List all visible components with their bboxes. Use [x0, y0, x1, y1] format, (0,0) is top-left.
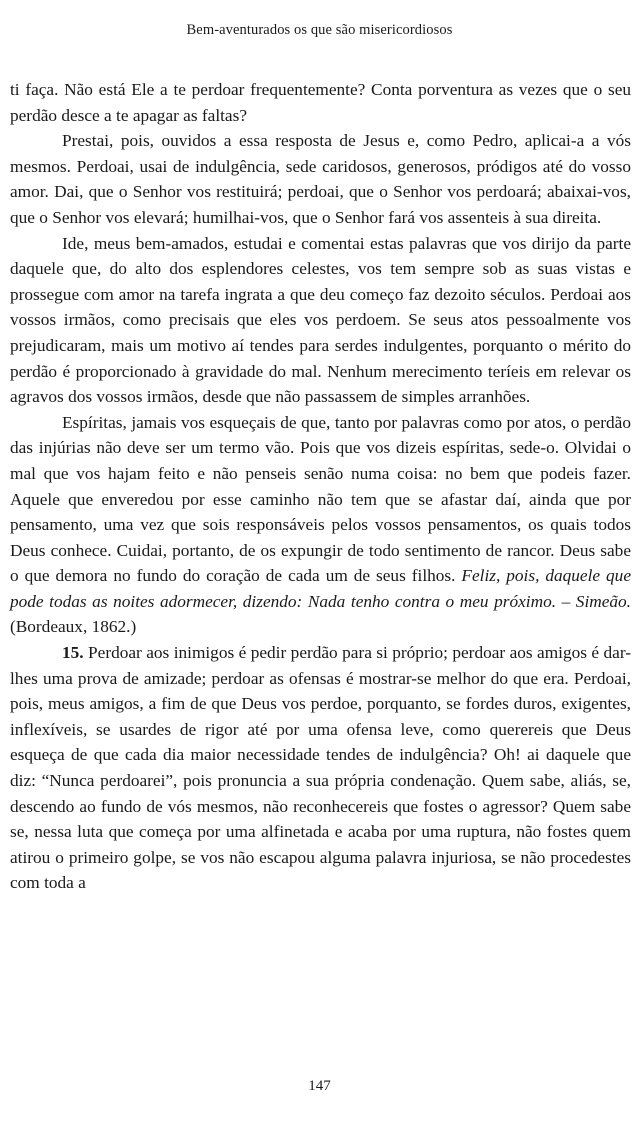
page-number: 147	[308, 1078, 331, 1094]
body-text	[10, 77, 631, 896]
paragraph-1: ti faça. Não está Ele a te perdoar frequentemente? Conta porventura as vezes que o seu perdão desce a te apagar as faltas?	[10, 80, 631, 125]
item-number: 15.	[62, 643, 84, 663]
paragraph-3: Ide, meus bem-amados, estudai e comentai estas palavras que vos dirijo da parte daquele que, do alto dos esplendores celestes, vos tem sempre sob as suas vistas e prossegue com amor na tarefa ingrata a que deu começo faz dezoito séculos. Perdoai aos vossos irmãos, como precisais que eles vos perdoem. Se seus atos pessoalmente vos prejudicaram, mais um motivo aí tendes para serdes indulgentes, porquanto o mérito do perdão é proporcionado à gravidade do mal. Nenhum merecimento teríeis em relevar os agravos dos vossos irmãos, desde que não passassem de simples arranhões.	[10, 233, 631, 407]
paragraph-5: 15. Perdoar aos inimigos é pedir perdão para si próprio; perdoar aos amigos é dar-lhes uma prova de amizade; perdoar as ofensas é mostrar-se melhor do que era. Perdoai, pois, meus amigos, a fim de que Deus vos perdoe, porquanto, se fordes duros, exigentes, inflexíveis, se usardes de rigor até por uma ofensa leve, como querereis que Deus esqueça de que cada dia maior necessidade tendes de indulgência? Oh! ai daquele que diz: “Nunca perdoarei”, pois pronuncia a sua própria condenação. Quem sabe, aliás, se, descendo ao fundo de vós mesmos, não reconhecereis que fostes o agressor? Quem sabe se, nessa luta que começa por uma alfinetada e acaba por uma ruptura, não fostes quem atirou o primeiro golpe, se vos não escapou alguma palavra injuriosa, se não procedestes com toda a	[10, 643, 631, 893]
paragraph-2: Prestai, pois, ouvidos a essa resposta de Jesus e, como Pedro, aplicai-a a vós mesmos. Perdoai, usai de indulgência, sede caridosos, generosos, pródigos até do vosso amor. Dai, que o Senhor vos restituirá; perdoai, que o Senhor vos perdoará; abaixai-vos, que o Senhor vos elevará; humilhai-vos, que o Senhor fará vos assenteis à sua direita.	[10, 131, 631, 227]
running-title: Bem-aventurados os que são misericordiosos	[186, 22, 453, 38]
italic-quote: Feliz, pois, daquele que pode todas as noites adormecer, dizendo: Nada tenho contra o meu próximo. – Simeão.	[10, 566, 631, 611]
paragraph-4: Espíritas, jamais vos esqueçais de que, tanto por palavras como por atos, o perdão das injúrias não deve ser um termo vão. Pois que vos dizeis espíritas, sede-o. Olvidai o mal que vos hajam feito e não penseis senão numa coisa: no bem que podeis fazer. Aquele que enveredou por esse caminho não tem que se afastar daí, ainda que por pensamento, uma vez que sois responsáveis pelos vossos pensamentos, os quais todos Deus conhece. Cuidai, portanto, de os expungir de todo sentimento de rancor. Deus sabe o que demora no fundo do coração de cada um de seus filhos. Feliz, pois, daquele que pode todas as noites adormecer, dizendo: Nada tenho contra o meu próximo. – Simeão. (Bordeaux, 1862.)	[10, 412, 631, 637]
